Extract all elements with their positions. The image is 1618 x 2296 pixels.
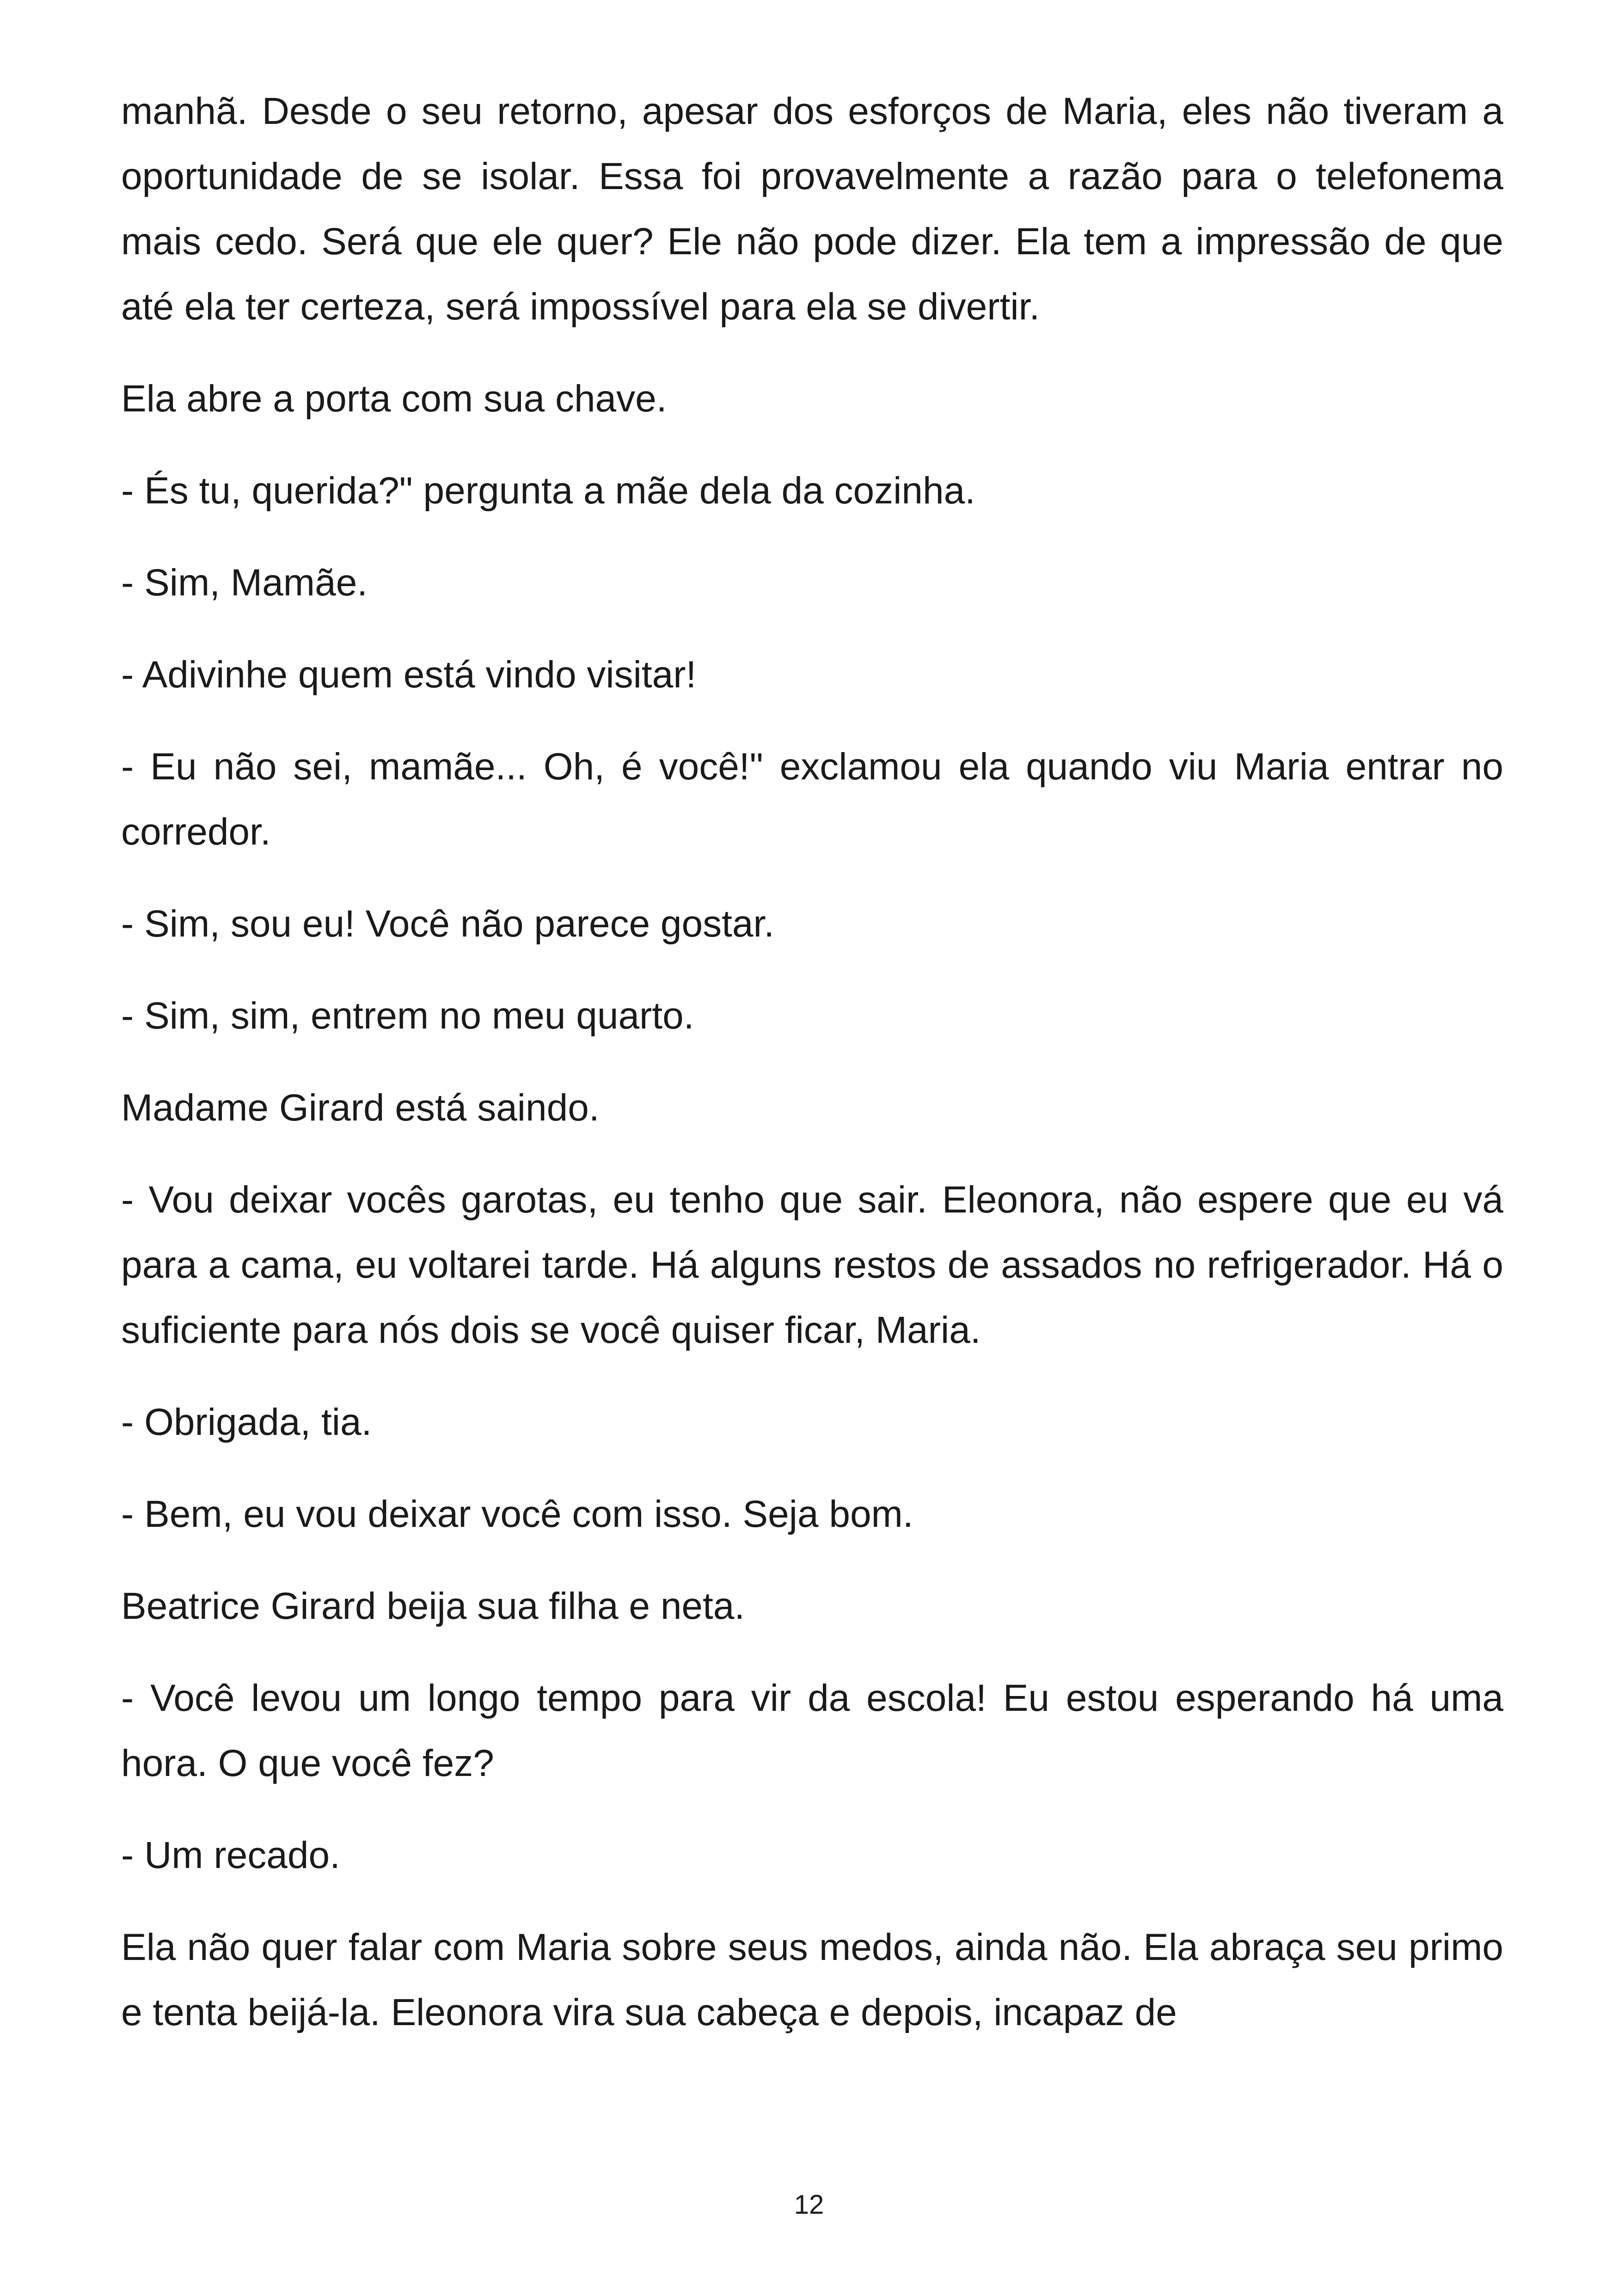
paragraph: - Sim, Mamãe.	[121, 562, 368, 604]
paragraph: Beatrice Girard beija sua filha e neta.	[121, 1585, 745, 1627]
paragraph: - Vou deixar vocês garotas, eu tenho que sair. Eleonora, não espere que eu vá para a cama, eu voltarei tarde. Há alguns restos de assados no refrigerador. Há o suficiente para nós dois se você quiser ficar, Maria.	[121, 1179, 1503, 1351]
paragraph: - És tu, querida?" pergunta a mãe dela da cozinha.	[121, 470, 975, 512]
paragraph: - Eu não sei, mamãe... Oh, é você!" exclamou ela quando viu Maria entrar no corredor.	[121, 746, 1503, 853]
page-body	[121, 79, 1503, 2072]
paragraph: - Sim, sou eu! Você não parece gostar.	[121, 903, 775, 945]
paragraph: - Obrigada, tia.	[121, 1401, 372, 1443]
paragraph: manhã. Desde o seu retorno, apesar dos esforços de Maria, eles não tiveram a oportunidade de se isolar. Essa foi provavelmente a razão para o telefonema mais cedo. Será que ele quer? Ele não pode dizer. Ela tem a impressão de que até ela ter certeza, será impossível para ela se divertir.	[121, 90, 1503, 328]
paragraph: - Adivinhe quem está vindo visitar!	[121, 654, 697, 696]
paragraph: - Sim, sim, entrem no meu quarto.	[121, 995, 694, 1037]
paragraph: - Bem, eu vou deixar você com isso. Seja bom.	[121, 1493, 913, 1535]
paragraph: Madame Girard está saindo.	[121, 1087, 600, 1129]
paragraph: Ela não quer falar com Maria sobre seus medos, ainda não. Ela abraça seu primo e tenta beijá-la. Eleonora vira sua cabeça e depois, incapaz de	[121, 1926, 1503, 2033]
page-number: 12	[794, 2190, 824, 2220]
paragraph: - Um recado.	[121, 1834, 340, 1876]
paragraph: - Você levou um longo tempo para vir da escola! Eu estou esperando há uma hora. O que você fez?	[121, 1677, 1503, 1784]
paragraph: Ela abre a porta com sua chave.	[121, 378, 667, 420]
